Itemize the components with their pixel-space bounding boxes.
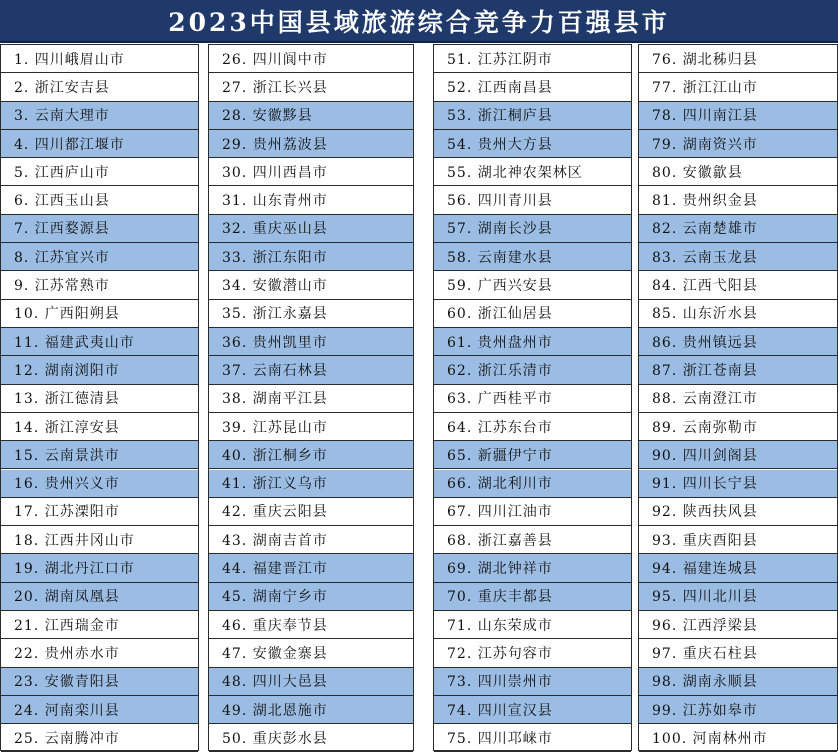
ranking-cell: 76. 湖北秭归县: [639, 45, 837, 73]
ranking-cell: 25. 云南腾冲市: [1, 724, 198, 752]
ranking-cell: 63. 广西桂平市: [434, 385, 631, 413]
ranking-cell: 58. 云南建水县: [434, 243, 631, 271]
ranking-cell: 43. 湖南吉首市: [209, 526, 413, 554]
ranking-cell: 77. 浙江江山市: [639, 73, 837, 101]
ranking-cell: 34. 安徽潜山市: [209, 271, 413, 299]
ranking-cell: 20. 湖南凤凰县: [1, 583, 198, 611]
ranking-cell: 17. 江苏溧阳市: [1, 498, 198, 526]
ranking-cell: 19. 湖北丹江口市: [1, 554, 198, 582]
ranking-cell: 48. 四川大邑县: [209, 668, 413, 696]
ranking-cell: 46. 重庆奉节县: [209, 611, 413, 639]
ranking-cell: 67. 四川江油市: [434, 498, 631, 526]
ranking-cell: 22. 贵州赤水市: [1, 639, 198, 667]
ranking-cell: 30. 四川西昌市: [209, 158, 413, 186]
ranking-cell: 55. 湖北神农架林区: [434, 158, 631, 186]
ranking-cell: 87. 浙江苍南县: [639, 356, 837, 384]
ranking-cell: 93. 重庆酉阳县: [639, 526, 837, 554]
ranking-table: [0, 44, 838, 751]
ranking-cell: 85. 山东沂水县: [639, 300, 837, 328]
ranking-cell: 33. 浙江东阳市: [209, 243, 413, 271]
ranking-cell: 21. 江西瑞金市: [1, 611, 198, 639]
ranking-cell: 7. 江西婺源县: [1, 215, 198, 243]
ranking-cell: 53. 浙江桐庐县: [434, 102, 631, 130]
ranking-cell: 80. 安徽歙县: [639, 158, 837, 186]
ranking-column: [0, 44, 199, 751]
ranking-cell: 15. 云南景洪市: [1, 441, 198, 469]
ranking-cell: 26. 四川阆中市: [209, 45, 413, 73]
ranking-cell: 18. 江西井冈山市: [1, 526, 198, 554]
ranking-cell: 47. 安徽金寨县: [209, 639, 413, 667]
ranking-cell: 27. 浙江长兴县: [209, 73, 413, 101]
ranking-cell: 97. 重庆石柱县: [639, 639, 837, 667]
ranking-cell: 12. 湖南浏阳市: [1, 356, 198, 384]
ranking-cell: 3. 云南大理市: [1, 102, 198, 130]
ranking-cell: 78. 四川南江县: [639, 102, 837, 130]
ranking-cell: 57. 湖南长沙县: [434, 215, 631, 243]
ranking-cell: 31. 山东青州市: [209, 187, 413, 215]
ranking-cell: 6. 江西玉山县: [1, 187, 198, 215]
ranking-cell: 72. 江苏句容市: [434, 639, 631, 667]
ranking-cell: 28. 安徽黟县: [209, 102, 413, 130]
ranking-cell: 52. 江西南昌县: [434, 73, 631, 101]
ranking-column: [638, 44, 838, 751]
ranking-cell: 24. 河南栾川县: [1, 696, 198, 724]
ranking-cell: 13. 浙江德清县: [1, 385, 198, 413]
ranking-cell: 9. 江苏常熟市: [1, 271, 198, 299]
ranking-cell: 45. 湖南宁乡市: [209, 583, 413, 611]
ranking-cell: 92. 陕西扶风县: [639, 498, 837, 526]
ranking-cell: 10. 广西阳朔县: [1, 300, 198, 328]
ranking-cell: 51. 江苏江阴市: [434, 45, 631, 73]
ranking-cell: 60. 浙江仙居县: [434, 300, 631, 328]
ranking-cell: 83. 云南玉龙县: [639, 243, 837, 271]
ranking-cell: 84. 江西弋阳县: [639, 271, 837, 299]
ranking-cell: 38. 湖南平江县: [209, 385, 413, 413]
ranking-cell: 2. 浙江安吉县: [1, 73, 198, 101]
ranking-cell: 40. 浙江桐乡市: [209, 441, 413, 469]
ranking-cell: 35. 浙江永嘉县: [209, 300, 413, 328]
ranking-cell: 96. 江西浮梁县: [639, 611, 837, 639]
ranking-cell: 91. 四川长宁县: [639, 470, 837, 498]
ranking-cell: 65. 新疆伊宁市: [434, 441, 631, 469]
ranking-cell: 74. 四川宣汉县: [434, 696, 631, 724]
ranking-cell: 16. 贵州兴义市: [1, 470, 198, 498]
ranking-cell: 8. 江苏宜兴市: [1, 243, 198, 271]
ranking-cell: 14. 浙江淳安县: [1, 413, 198, 441]
title-bar: [0, 0, 838, 43]
ranking-cell: 59. 广西兴安县: [434, 271, 631, 299]
ranking-cell: 1. 四川峨眉山市: [1, 45, 198, 73]
ranking-cell: 100. 河南林州市: [639, 724, 837, 752]
ranking-cell: 95. 四川北川县: [639, 583, 837, 611]
ranking-cell: 29. 贵州荔波县: [209, 130, 413, 158]
ranking-cell: 90. 四川剑阁县: [639, 441, 837, 469]
ranking-cell: 44. 福建晋江市: [209, 554, 413, 582]
ranking-cell: 73. 四川崇州市: [434, 668, 631, 696]
ranking-cell: 86. 贵州镇远县: [639, 328, 837, 356]
ranking-cell: 62. 浙江乐清市: [434, 356, 631, 384]
ranking-cell: 37. 云南石林县: [209, 356, 413, 384]
ranking-cell: 50. 重庆彭水县: [209, 724, 413, 752]
ranking-cell: 64. 江苏东台市: [434, 413, 631, 441]
ranking-cell: 88. 云南澄江市: [639, 385, 837, 413]
ranking-cell: 68. 浙江嘉善县: [434, 526, 631, 554]
ranking-column: [208, 44, 414, 751]
ranking-cell: 39. 江苏昆山市: [209, 413, 413, 441]
ranking-cell: 66. 湖北利川市: [434, 470, 631, 498]
ranking-cell: 71. 山东荣成市: [434, 611, 631, 639]
ranking-cell: 69. 湖北钟祥市: [434, 554, 631, 582]
ranking-cell: 54. 贵州大方县: [434, 130, 631, 158]
ranking-cell: 70. 重庆丰都县: [434, 583, 631, 611]
ranking-cell: 89. 云南弥勒市: [639, 413, 837, 441]
ranking-cell: 75. 四川邛崃市: [434, 724, 631, 752]
ranking-cell: 98. 湖南永顺县: [639, 668, 837, 696]
ranking-cell: 56. 四川青川县: [434, 187, 631, 215]
ranking-cell: 23. 安徽青阳县: [1, 668, 198, 696]
ranking-cell: 36. 贵州凯里市: [209, 328, 413, 356]
ranking-cell: 79. 湖南资兴市: [639, 130, 837, 158]
ranking-cell: 4. 四川都江堰市: [1, 130, 198, 158]
ranking-cell: 5. 江西庐山市: [1, 158, 198, 186]
ranking-cell: 82. 云南楚雄市: [639, 215, 837, 243]
ranking-cell: 81. 贵州织金县: [639, 187, 837, 215]
ranking-cell: 11. 福建武夷山市: [1, 328, 198, 356]
ranking-column: [433, 44, 632, 751]
ranking-cell: 99. 江苏如皋市: [639, 696, 837, 724]
ranking-cell: 32. 重庆巫山县: [209, 215, 413, 243]
ranking-cell: 49. 湖北恩施市: [209, 696, 413, 724]
ranking-cell: 41. 浙江义乌市: [209, 470, 413, 498]
ranking-cell: 94. 福建连城县: [639, 554, 837, 582]
page-title: 2023中国县域旅游综合竞争力百强县市: [168, 7, 670, 37]
ranking-cell: 61. 贵州盘州市: [434, 328, 631, 356]
ranking-cell: 42. 重庆云阳县: [209, 498, 413, 526]
